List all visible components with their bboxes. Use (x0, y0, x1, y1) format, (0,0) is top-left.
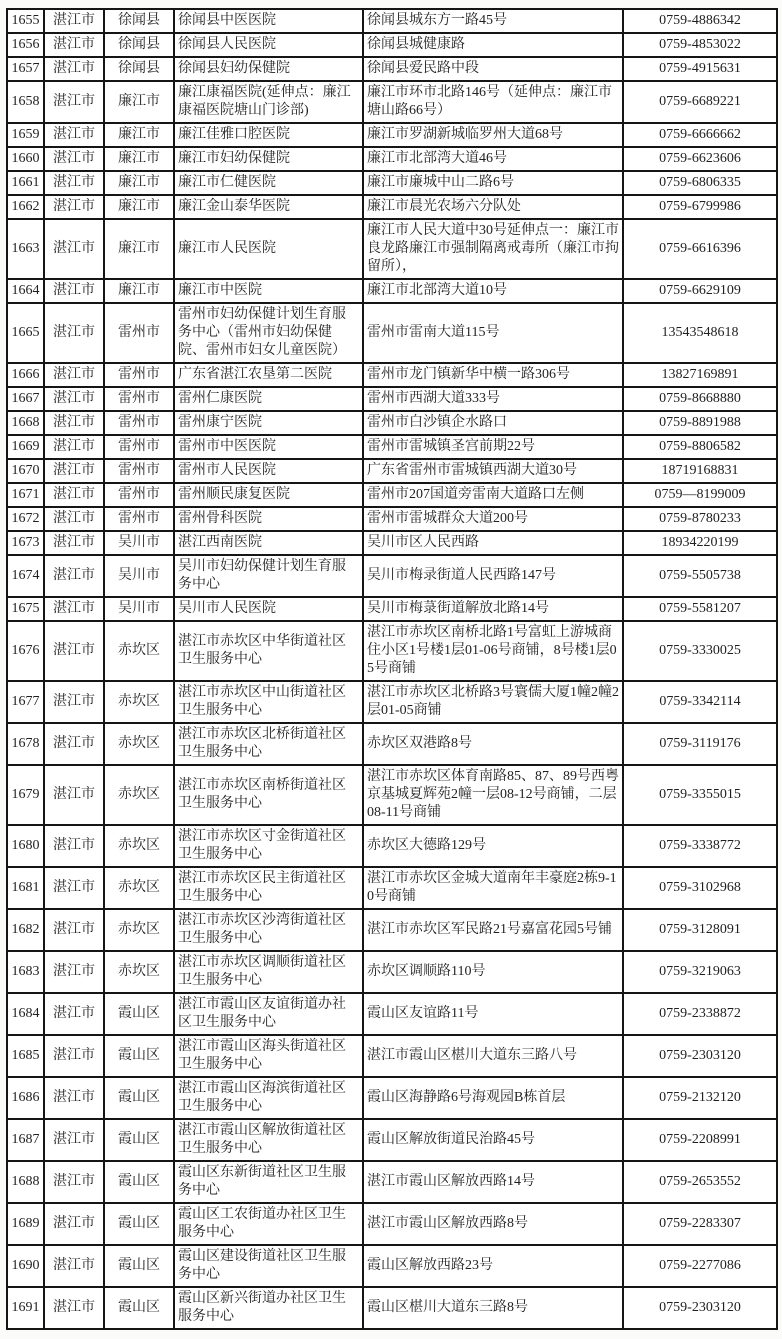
cell-district: 徐闻县 (104, 9, 174, 33)
cell-city: 湛江市 (44, 723, 104, 765)
table-row (7, 1035, 777, 1077)
cell-phone: 0759-3330025 (623, 621, 777, 681)
cell-num: 1679 (7, 765, 44, 825)
table-row (7, 459, 777, 483)
cell-city: 湛江市 (44, 219, 104, 279)
cell-city: 湛江市 (44, 993, 104, 1035)
cell-address: 廉江市环市北路146号（延伸点：廉江市塘山路66号） (363, 81, 623, 123)
cell-name: 湛江市赤坎区北桥街道社区卫生服务中心 (174, 723, 363, 765)
cell-name: 雷州仁康医院 (174, 387, 363, 411)
table-row (7, 123, 777, 147)
cell-name: 雷州市中医医院 (174, 435, 363, 459)
table-row (7, 597, 777, 621)
cell-district: 徐闻县 (104, 57, 174, 81)
cell-num: 1668 (7, 411, 44, 435)
cell-city: 湛江市 (44, 195, 104, 219)
table-row (7, 435, 777, 459)
cell-address: 湛江市赤坎区军民路21号嘉富花园5号铺 (363, 909, 623, 951)
cell-city: 湛江市 (44, 825, 104, 867)
cell-address: 广东省雷州市雷城镇西湖大道30号 (363, 459, 623, 483)
table-row (7, 681, 777, 723)
cell-name: 湛江市赤坎区中山街道社区卫生服务中心 (174, 681, 363, 723)
table-row (7, 825, 777, 867)
cell-city: 湛江市 (44, 765, 104, 825)
cell-name: 廉江市人民医院 (174, 219, 363, 279)
cell-city: 湛江市 (44, 1035, 104, 1077)
cell-address: 霞山区友谊路11号 (363, 993, 623, 1035)
table-row (7, 555, 777, 597)
cell-num: 1678 (7, 723, 44, 765)
cell-city: 湛江市 (44, 531, 104, 555)
cell-city: 湛江市 (44, 279, 104, 303)
cell-city: 湛江市 (44, 681, 104, 723)
cell-address: 赤坎区双港路8号 (363, 723, 623, 765)
cell-name: 湛江市霞山区解放街道社区卫生服务中心 (174, 1119, 363, 1161)
cell-city: 湛江市 (44, 1287, 104, 1329)
table-row (7, 507, 777, 531)
cell-address: 廉江市晨光农场六分队处 (363, 195, 623, 219)
cell-address: 吴川市梅录街道人民西路147号 (363, 555, 623, 597)
cell-district: 廉江市 (104, 123, 174, 147)
table-row (7, 279, 777, 303)
cell-city: 湛江市 (44, 1119, 104, 1161)
cell-name: 湛江市赤坎区调顺街道社区卫生服务中心 (174, 951, 363, 993)
cell-city: 湛江市 (44, 507, 104, 531)
cell-address: 湛江市霞山区解放西路14号 (363, 1161, 623, 1203)
cell-district: 霞山区 (104, 1119, 174, 1161)
cell-district: 雷州市 (104, 303, 174, 363)
cell-phone: 0759-5581207 (623, 597, 777, 621)
table-row (7, 147, 777, 171)
table-row (7, 909, 777, 951)
cell-district: 廉江市 (104, 171, 174, 195)
cell-city: 湛江市 (44, 867, 104, 909)
cell-phone: 0759-6623606 (623, 147, 777, 171)
table-row (7, 1245, 777, 1287)
cell-name: 廉江佳雅口腔医院 (174, 123, 363, 147)
cell-phone: 18719168831 (623, 459, 777, 483)
cell-city: 湛江市 (44, 363, 104, 387)
table-row (7, 195, 777, 219)
cell-num: 1680 (7, 825, 44, 867)
cell-district: 雷州市 (104, 435, 174, 459)
cell-name: 广东省湛江农垦第二医院 (174, 363, 363, 387)
cell-address: 吴川市梅菉街道解放北路14号 (363, 597, 623, 621)
cell-address: 赤坎区调顺路110号 (363, 951, 623, 993)
cell-city: 湛江市 (44, 9, 104, 33)
cell-num: 1674 (7, 555, 44, 597)
cell-district: 赤坎区 (104, 765, 174, 825)
cell-phone: 0759-8891988 (623, 411, 777, 435)
cell-district: 霞山区 (104, 1161, 174, 1203)
cell-name: 徐闻县中医医院 (174, 9, 363, 33)
cell-city: 湛江市 (44, 621, 104, 681)
cell-city: 湛江市 (44, 483, 104, 507)
cell-phone: 0759-2277086 (623, 1245, 777, 1287)
cell-address: 廉江市北部湾大道46号 (363, 147, 623, 171)
cell-num: 1676 (7, 621, 44, 681)
cell-district: 雷州市 (104, 483, 174, 507)
cell-num: 1666 (7, 363, 44, 387)
cell-num: 1687 (7, 1119, 44, 1161)
cell-phone: 13827169891 (623, 363, 777, 387)
cell-district: 霞山区 (104, 993, 174, 1035)
table-row (7, 1119, 777, 1161)
cell-name: 雷州市人民医院 (174, 459, 363, 483)
cell-num: 1675 (7, 597, 44, 621)
cell-num: 1667 (7, 387, 44, 411)
cell-district: 霞山区 (104, 1203, 174, 1245)
cell-phone: 0759-4886342 (623, 9, 777, 33)
cell-district: 赤坎区 (104, 621, 174, 681)
cell-district: 廉江市 (104, 147, 174, 171)
table-row (7, 993, 777, 1035)
cell-name: 廉江市妇幼保健院 (174, 147, 363, 171)
table-row (7, 81, 777, 123)
cell-name: 雷州顺民康复医院 (174, 483, 363, 507)
cell-num: 1664 (7, 279, 44, 303)
cell-name: 廉江康福医院(延伸点：廉江康福医院塘山门诊部) (174, 81, 363, 123)
cell-num: 1670 (7, 459, 44, 483)
cell-phone: 0759-6616396 (623, 219, 777, 279)
cell-num: 1661 (7, 171, 44, 195)
table-row (7, 303, 777, 363)
cell-address: 湛江市霞山区解放西路8号 (363, 1203, 623, 1245)
cell-city: 湛江市 (44, 555, 104, 597)
cell-address: 廉江市罗湖新城临罗州大道68号 (363, 123, 623, 147)
cell-name: 廉江市仁健医院 (174, 171, 363, 195)
cell-num: 1677 (7, 681, 44, 723)
table-row (7, 1161, 777, 1203)
cell-city: 湛江市 (44, 33, 104, 57)
cell-phone: 0759-2338872 (623, 993, 777, 1035)
cell-address: 雷州市雷南大道115号 (363, 303, 623, 363)
cell-num: 1662 (7, 195, 44, 219)
cell-city: 湛江市 (44, 1203, 104, 1245)
cell-district: 霞山区 (104, 1245, 174, 1287)
cell-phone: 18934220199 (623, 531, 777, 555)
cell-phone: 0759-6629109 (623, 279, 777, 303)
table-row (7, 621, 777, 681)
table-row (7, 387, 777, 411)
cell-num: 1685 (7, 1035, 44, 1077)
cell-name: 霞山区新兴街道办社区卫生服务中心 (174, 1287, 363, 1329)
table-row (7, 171, 777, 195)
cell-phone: 0759-3355015 (623, 765, 777, 825)
cell-district: 赤坎区 (104, 825, 174, 867)
cell-num: 1655 (7, 9, 44, 33)
cell-num: 1663 (7, 219, 44, 279)
cell-num: 1656 (7, 33, 44, 57)
cell-address: 霞山区解放西路23号 (363, 1245, 623, 1287)
cell-city: 湛江市 (44, 909, 104, 951)
cell-phone: 0759-2303120 (623, 1287, 777, 1329)
cell-name: 湛江市赤坎区民主街道社区卫生服务中心 (174, 867, 363, 909)
table-row (7, 219, 777, 279)
cell-phone: 0759-4915631 (623, 57, 777, 81)
cell-address: 湛江市赤坎区体育南路85、87、89号西粤京基城夏辉苑2幢一层08-12号商铺，二层08-11号商铺 (363, 765, 623, 825)
cell-name: 霞山区建设街道社区卫生服务中心 (174, 1245, 363, 1287)
cell-address: 吴川市区人民西路 (363, 531, 623, 555)
cell-district: 赤坎区 (104, 867, 174, 909)
cell-district: 廉江市 (104, 219, 174, 279)
cell-address: 廉江市廉城中山二路6号 (363, 171, 623, 195)
cell-city: 湛江市 (44, 1077, 104, 1119)
cell-num: 1683 (7, 951, 44, 993)
cell-district: 霞山区 (104, 1287, 174, 1329)
cell-num: 1688 (7, 1161, 44, 1203)
table-row (7, 9, 777, 33)
cell-phone: 0759-8780233 (623, 507, 777, 531)
cell-num: 1681 (7, 867, 44, 909)
cell-address: 湛江市赤坎区金城大道南年丰豪庭2栋9-10号商铺 (363, 867, 623, 909)
cell-name: 徐闻县妇幼保健院 (174, 57, 363, 81)
cell-name: 湛江西南医院 (174, 531, 363, 555)
cell-phone: 0759-6689221 (623, 81, 777, 123)
hospital-table-body (7, 9, 777, 1329)
table-row (7, 951, 777, 993)
cell-phone: 0759-6799986 (623, 195, 777, 219)
cell-address: 霞山区解放街道民治路45号 (363, 1119, 623, 1161)
cell-name: 湛江市霞山区海滨街道社区卫生服务中心 (174, 1077, 363, 1119)
table-row (7, 1077, 777, 1119)
table-row (7, 57, 777, 81)
cell-address: 湛江市赤坎区南桥北路1号富虹上游城商住小区1号楼1层01-06号商铺，8号楼1层05号商铺 (363, 621, 623, 681)
cell-phone: 0759-2653552 (623, 1161, 777, 1203)
cell-city: 湛江市 (44, 303, 104, 363)
cell-phone: 0759-8806582 (623, 435, 777, 459)
cell-district: 雷州市 (104, 507, 174, 531)
cell-name: 湛江市霞山区友谊街道办社区卫生服务中心 (174, 993, 363, 1035)
cell-name: 雷州骨科医院 (174, 507, 363, 531)
cell-city: 湛江市 (44, 1245, 104, 1287)
cell-phone: 0759-5505738 (623, 555, 777, 597)
cell-phone: 0759-3128091 (623, 909, 777, 951)
cell-name: 湛江市赤坎区中华街道社区卫生服务中心 (174, 621, 363, 681)
cell-district: 吴川市 (104, 555, 174, 597)
cell-city: 湛江市 (44, 435, 104, 459)
table-row (7, 483, 777, 507)
cell-city: 湛江市 (44, 597, 104, 621)
cell-num: 1672 (7, 507, 44, 531)
cell-district: 吴川市 (104, 531, 174, 555)
table-row (7, 363, 777, 387)
cell-address: 雷州市龙门镇新华中横一路306号 (363, 363, 623, 387)
table-row (7, 531, 777, 555)
cell-address: 湛江市霞山区椹川大道东三路八号 (363, 1035, 623, 1077)
cell-address: 徐闻县城东方一路45号 (363, 9, 623, 33)
table-row (7, 867, 777, 909)
cell-phone: 0759-3338772 (623, 825, 777, 867)
table-row (7, 1203, 777, 1245)
cell-phone: 0759-6666662 (623, 123, 777, 147)
cell-phone: 0759-2303120 (623, 1035, 777, 1077)
cell-city: 湛江市 (44, 1161, 104, 1203)
table-row (7, 33, 777, 57)
cell-phone: 0759-6806335 (623, 171, 777, 195)
cell-num: 1673 (7, 531, 44, 555)
cell-city: 湛江市 (44, 411, 104, 435)
cell-district: 雷州市 (104, 363, 174, 387)
cell-phone: 0759-3119176 (623, 723, 777, 765)
cell-city: 湛江市 (44, 951, 104, 993)
table-row (7, 411, 777, 435)
cell-phone: 0759-2208991 (623, 1119, 777, 1161)
table-row (7, 1287, 777, 1329)
cell-name: 湛江市赤坎区寸金街道社区卫生服务中心 (174, 825, 363, 867)
cell-name: 廉江市中医院 (174, 279, 363, 303)
cell-phone: 0759-3342114 (623, 681, 777, 723)
cell-city: 湛江市 (44, 459, 104, 483)
cell-district: 赤坎区 (104, 681, 174, 723)
cell-address: 霞山区海静路6号海观园B栋首层 (363, 1077, 623, 1119)
cell-name: 徐闻县人民医院 (174, 33, 363, 57)
cell-num: 1659 (7, 123, 44, 147)
cell-name: 湛江市霞山区海头街道社区卫生服务中心 (174, 1035, 363, 1077)
cell-num: 1671 (7, 483, 44, 507)
cell-city: 湛江市 (44, 57, 104, 81)
cell-address: 雷州市白沙镇企水路口 (363, 411, 623, 435)
cell-name: 廉江金山泰华医院 (174, 195, 363, 219)
cell-name: 霞山区东新街道社区卫生服务中心 (174, 1161, 363, 1203)
cell-district: 霞山区 (104, 1077, 174, 1119)
cell-num: 1684 (7, 993, 44, 1035)
cell-address: 湛江市赤坎区北桥路3号寰儒大厦1幢2幢2层01-05商铺 (363, 681, 623, 723)
cell-address: 廉江市北部湾大道10号 (363, 279, 623, 303)
cell-phone: 0759-2283307 (623, 1203, 777, 1245)
cell-num: 1658 (7, 81, 44, 123)
cell-address: 雷州市西湖大道333号 (363, 387, 623, 411)
cell-address: 雷州市207国道旁雷南大道路口左侧 (363, 483, 623, 507)
cell-district: 廉江市 (104, 81, 174, 123)
cell-name: 霞山区工农街道办社区卫生服务中心 (174, 1203, 363, 1245)
cell-name: 湛江市赤坎区南桥街道社区卫生服务中心 (174, 765, 363, 825)
table-row (7, 723, 777, 765)
cell-name: 雷州市妇幼保健计划生育服务中心（雷州市妇幼保健院、雷州市妇女儿童医院） (174, 303, 363, 363)
cell-phone: 0759—8199009 (623, 483, 777, 507)
cell-name: 吴川市人民医院 (174, 597, 363, 621)
cell-address: 雷州市雷城镇圣宫前期22号 (363, 435, 623, 459)
hospital-table (6, 8, 778, 1330)
cell-address: 廉江市人民大道中30号延伸点一：廉江市良龙路廉江市强制隔离戒毒所（廉江市拘留所）， (363, 219, 623, 279)
cell-address: 徐闻县城健康路 (363, 33, 623, 57)
cell-phone: 0759-8668880 (623, 387, 777, 411)
cell-name: 湛江市赤坎区沙湾街道社区卫生服务中心 (174, 909, 363, 951)
cell-num: 1665 (7, 303, 44, 363)
cell-district: 廉江市 (104, 195, 174, 219)
cell-phone: 0759-3102968 (623, 867, 777, 909)
cell-city: 湛江市 (44, 81, 104, 123)
cell-address: 赤坎区大德路129号 (363, 825, 623, 867)
cell-city: 湛江市 (44, 387, 104, 411)
table-row (7, 765, 777, 825)
cell-district: 赤坎区 (104, 723, 174, 765)
cell-address: 雷州市雷城群众大道200号 (363, 507, 623, 531)
cell-address: 霞山区椹川大道东三路8号 (363, 1287, 623, 1329)
cell-num: 1689 (7, 1203, 44, 1245)
cell-district: 吴川市 (104, 597, 174, 621)
cell-num: 1657 (7, 57, 44, 81)
cell-num: 1682 (7, 909, 44, 951)
cell-num: 1686 (7, 1077, 44, 1119)
cell-num: 1660 (7, 147, 44, 171)
cell-city: 湛江市 (44, 147, 104, 171)
cell-district: 廉江市 (104, 279, 174, 303)
cell-name: 吴川市妇幼保健计划生育服务中心 (174, 555, 363, 597)
cell-city: 湛江市 (44, 171, 104, 195)
cell-phone: 13543548618 (623, 303, 777, 363)
cell-district: 徐闻县 (104, 33, 174, 57)
cell-phone: 0759-4853022 (623, 33, 777, 57)
cell-num: 1669 (7, 435, 44, 459)
cell-name: 雷州康宁医院 (174, 411, 363, 435)
cell-district: 雷州市 (104, 387, 174, 411)
cell-district: 赤坎区 (104, 909, 174, 951)
cell-district: 雷州市 (104, 411, 174, 435)
cell-district: 赤坎区 (104, 951, 174, 993)
cell-district: 雷州市 (104, 459, 174, 483)
cell-address: 徐闻县爱民路中段 (363, 57, 623, 81)
cell-num: 1690 (7, 1245, 44, 1287)
cell-phone: 0759-3219063 (623, 951, 777, 993)
cell-city: 湛江市 (44, 123, 104, 147)
cell-num: 1691 (7, 1287, 44, 1329)
cell-phone: 0759-2132120 (623, 1077, 777, 1119)
cell-district: 霞山区 (104, 1035, 174, 1077)
